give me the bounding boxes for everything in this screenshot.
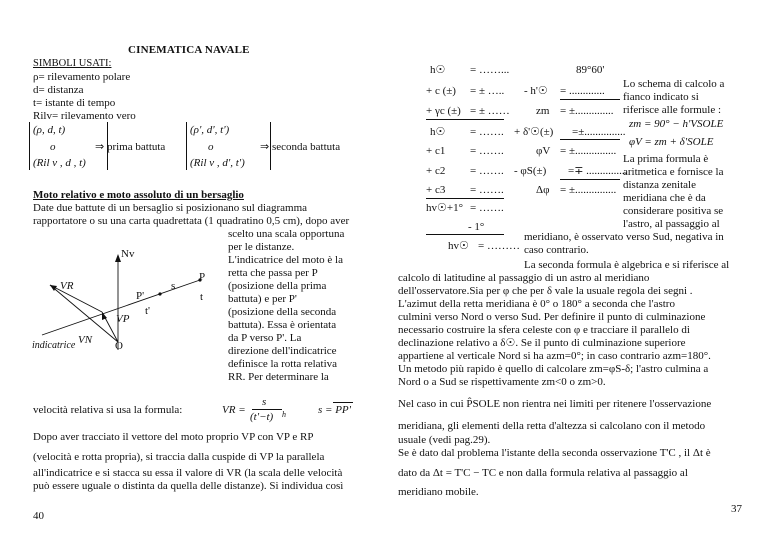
table-value: = ……. xyxy=(470,202,504,214)
side-text-line: La prima formula è xyxy=(623,153,709,165)
para-line: L'indicatrice del moto è la xyxy=(228,254,343,266)
table-label: - 1° xyxy=(468,221,485,233)
side-text-line: aritmetica e fornisce la xyxy=(623,166,724,178)
para-line: Un metodo più rapido è quello di calcolare zm=φS-δ; l'astro culmina a xyxy=(398,363,709,375)
para-line: usuale (vedi pag.29). xyxy=(398,434,491,446)
table-label: 89°60' xyxy=(576,64,605,76)
symbols-heading: SIMBOLI USATI: xyxy=(33,58,112,69)
formula-s: s = PP' xyxy=(318,404,351,416)
symbol-item: Rilv= rilevamento vero xyxy=(33,110,136,122)
para-line: necessario costruire la sfera celeste con φ e tracciare il parallelo di xyxy=(398,324,690,336)
diagram-label-pprime: P' xyxy=(136,290,145,302)
para-line: direzione dell'indicatrice xyxy=(228,345,337,357)
table-value: = ……… xyxy=(478,240,520,252)
table-rule xyxy=(560,179,620,180)
table-value: = ±............... xyxy=(560,145,617,157)
diagram-label-vp: VP xyxy=(116,313,130,325)
para-line: La seconda formula è algebrica e si riferisce al xyxy=(524,259,730,271)
para-line: battuta) e per P' xyxy=(228,293,297,305)
table-value: = ±............... xyxy=(560,184,617,196)
para-line: (posizione della prima xyxy=(228,280,327,292)
table-value: =∓ ............... xyxy=(568,165,628,177)
para-line: Dopo aver tracciato il vettore del moto proprio VP con VP e RP xyxy=(33,431,314,443)
table-value: = ± …… xyxy=(470,105,510,117)
diagram-label-t: t xyxy=(200,291,204,303)
page-title: CINEMATICA NAVALE xyxy=(128,44,250,56)
point-pprime xyxy=(158,292,161,295)
symbol-item: t= istante di tempo xyxy=(33,97,116,109)
table-label: zm xyxy=(536,105,550,117)
formula-intro: velocità relativa si usa la formula: xyxy=(33,404,183,416)
table-label: h☉ xyxy=(430,126,446,138)
formula-phi: φV = zm + δ'SOLE xyxy=(629,136,714,148)
para-line: rapportatore o su una carta quadrettata (1 quadratino 0,5 cm), dopo aver xyxy=(33,215,350,227)
table-value: = ……. xyxy=(470,145,504,157)
para-line: dato da Δt = T'C − TC e non dalla formula relativa al passaggio al xyxy=(398,467,688,479)
table-value: = ±.............. xyxy=(560,105,614,117)
diagram-label-indicatrice: indicatrice xyxy=(32,340,76,351)
table-rule xyxy=(426,119,504,120)
para-line: definisce la rotta relativa xyxy=(228,358,338,370)
table-label: Δφ xyxy=(536,184,550,196)
table-value: = ……. xyxy=(470,184,504,196)
overline-pp xyxy=(333,402,353,403)
formula-vr-lhs: VR = xyxy=(222,404,246,416)
table-value: = ............. xyxy=(560,85,605,97)
table-value: =±............... xyxy=(572,126,626,138)
table-label: + γc (±) xyxy=(426,105,461,117)
formula-zm: zm = 90° − h'VSOLE xyxy=(629,118,724,130)
side-text-line: riferisce alle formule : xyxy=(623,104,722,116)
table-label: + c2 xyxy=(426,165,446,177)
table-value: = ……. xyxy=(470,126,504,138)
para-line: meridiana, gli elementi della retta d'altezza si calcolano con il metodo xyxy=(398,420,706,432)
brace-left xyxy=(186,122,187,170)
diagram-label-vr: VR xyxy=(60,280,74,292)
table-label: hv☉+1° xyxy=(426,202,463,214)
table-rule xyxy=(426,234,504,235)
section-heading: Moto relativo e moto assoluto di un bersaglio xyxy=(33,189,244,201)
para-line: da P verso P'. La xyxy=(228,332,302,344)
diagram-label-s: s xyxy=(171,280,176,292)
table-rule xyxy=(560,139,620,140)
label-second-battuta: ⇒ seconda battuta xyxy=(260,141,341,153)
label-first-battuta: ⇒ prima battuta xyxy=(95,141,166,153)
side-text-line: fianco indicato si xyxy=(623,91,699,103)
table-label: φV xyxy=(536,145,551,157)
tuple-first: (ρ, d, t) xyxy=(33,124,66,136)
side-text-line: Lo schema di calcolo a xyxy=(623,78,725,90)
side-text-line: considerare positiva se xyxy=(623,205,724,217)
page-number: 37 xyxy=(731,503,742,515)
para-line: dell'osservatore.Sia per φ che per δ vale la usuale regola dei segni . xyxy=(398,285,693,297)
para-line: per le distanze. xyxy=(228,241,295,253)
para-line: (posizione della seconda xyxy=(228,306,337,318)
vr-vector xyxy=(50,285,102,312)
table-value: = ……. xyxy=(470,165,504,177)
para-line: meridiano mobile. xyxy=(398,486,479,498)
table-label: - h'☉ xyxy=(524,85,548,97)
text-line-meridiano: meridiano, è osservato verso Sud, negativa in xyxy=(524,231,724,243)
table-label: + c1 xyxy=(426,145,446,157)
fraction-bar xyxy=(252,409,282,410)
para-line: può essere uguale o distinta da quella delle distanze). Si individua così xyxy=(33,480,344,492)
para-line: retta che passa per P xyxy=(228,267,318,279)
diagram-label-tprime: t' xyxy=(145,305,151,317)
table-rule xyxy=(426,198,504,199)
formula-vr-num: s xyxy=(262,396,267,408)
table-label: hv☉ xyxy=(448,240,469,252)
tuple-first-o: o xyxy=(50,141,56,153)
para-line: Date due battute di un bersaglio si posizionano sul diagramma xyxy=(33,202,308,214)
diagram-label-o: O xyxy=(115,340,123,352)
symbol-item: d= distanza xyxy=(33,84,84,96)
symbol-item: ρ= rilevamento polare xyxy=(33,71,131,83)
table-label: - φS(±) xyxy=(514,165,547,177)
formula-vr-den: (t'−t) xyxy=(250,411,274,423)
para-line: L'azimut della retta meridiana è 0° o 180° a seconda che l'astro xyxy=(398,298,675,310)
para-line: RR. Per determinare la xyxy=(228,371,329,383)
para-line: calcolo di latitudine al passaggio di un astro al meridiano xyxy=(398,272,650,284)
table-value: = ± ….. xyxy=(470,85,505,97)
diagram-label-vn: VN xyxy=(78,334,93,346)
tuple-second: (ρ', d', t') xyxy=(190,124,230,136)
table-label: h☉ xyxy=(430,64,446,76)
diagram-label-p: P xyxy=(199,271,206,283)
para-line: Nel caso in cui P̂SOLE non rientra nei limiti per ritenere l'osservazione xyxy=(398,398,712,410)
right-page xyxy=(384,0,768,543)
para-line: appartiene al verticale Nord si ha azm=0°; in caso contrario azm=180°. xyxy=(398,350,711,362)
para-line: battuta). Essa è orientata xyxy=(228,319,337,331)
table-label: + δ'☉(±) xyxy=(514,126,554,138)
para-line: (velocità e rotta propria), si traccia dalla cuspide di VP la parallela xyxy=(33,451,325,463)
tuple-second-ril: (Ril v , d', t') xyxy=(190,157,245,169)
para-line: culmini verso Nord o verso Sud. Per definire il punto di culminazione xyxy=(398,311,706,323)
tuple-second-o: o xyxy=(208,141,214,153)
para-line: Se è dato dal problema l'istante della seconda osservazione T'C , il Δt è xyxy=(398,447,711,459)
para-line: declinazione relativo a δ☉. Se il punto di culminazione superiore xyxy=(398,337,686,349)
table-label: + c3 xyxy=(426,184,446,196)
formula-vr-exp: h xyxy=(282,410,286,419)
page-number: 40 xyxy=(33,510,44,522)
table-rule xyxy=(560,99,620,100)
para-line: Nord o a Sud se rispettivamente zm<0 o zm>0. xyxy=(398,376,606,388)
side-text-line: l'astro, al passaggio al xyxy=(623,218,720,230)
table-label: + c (±) xyxy=(426,85,456,97)
brace-left xyxy=(29,122,30,170)
tuple-first-ril: (Ril v , d , t) xyxy=(33,157,86,169)
text-line-caso: caso contrario. xyxy=(524,244,589,256)
side-text-line: distanza zenitale xyxy=(623,179,696,191)
table-value: = ……... xyxy=(470,64,510,76)
para-line: all'indicatrice e si stacca su essa il valore di VR (la scala delle velocità xyxy=(33,467,343,479)
para-line: scelto una scala opportuna xyxy=(228,228,345,240)
side-text-line: meridiana che è da xyxy=(623,192,706,204)
diagram-label-nv: Nv xyxy=(121,248,135,260)
